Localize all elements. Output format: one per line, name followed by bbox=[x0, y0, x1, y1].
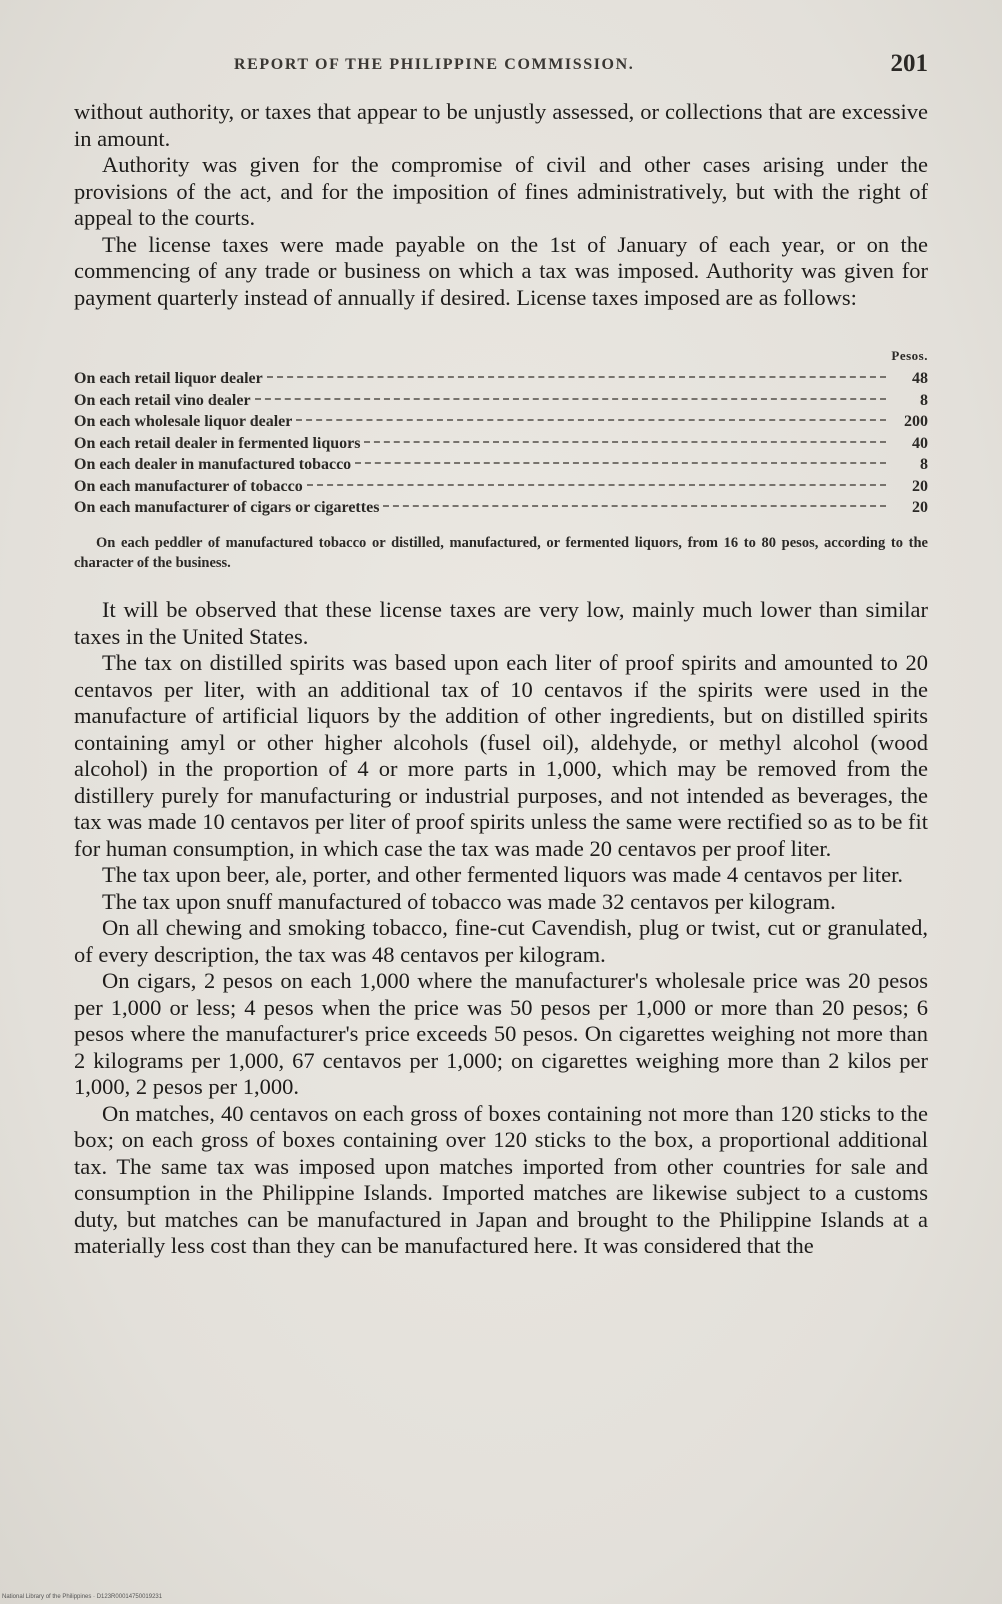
fee-value: 20 bbox=[912, 477, 928, 495]
paragraph: The tax upon snuff manufactured of tobacco was made 32 centavos per kilogram. bbox=[102, 888, 836, 914]
fee-label: On each retail vino dealer bbox=[74, 391, 251, 409]
fee-value: 40 bbox=[912, 434, 928, 452]
dot-leader bbox=[383, 505, 886, 507]
fee-label: On each dealer in manufactured tobacco bbox=[74, 456, 352, 473]
paragraph: without authority, or taxes that appear to be unjustly assessed, or collections that are excessive in amount. bbox=[74, 99, 928, 151]
dot-leader bbox=[296, 419, 886, 421]
fee-value: 48 bbox=[912, 370, 928, 387]
dot-leader bbox=[255, 398, 886, 400]
dot-leader bbox=[307, 484, 886, 486]
paragraph: The tax on distilled spirits was based upon each liter of proof spirits and amounted to 20 centavos per liter, with an additional tax of 10 centavos if the spirits were used in the manufacture of artificial liquors by the addition of other ingredients, but on distilled spirits containing amyl or other higher alcohols (fusel oil), aldehyde, or methyl alcohol (wood alcohol) in the proportion of 4 or more parts in 1,000, which may be removed from the distillery purely for manufacturing or industrial purposes, and not intended as beverages, the tax was made 10 centavos per liter of proof spirits unless the same were rectified so as to be fit for human consumption, in which case the tax was made 20 centavos per proof liter. bbox=[74, 650, 928, 861]
paragraph: The license taxes were made payable on the 1st of January of each year, or on the commencing of any trade or business on which a tax was imposed. Authority was given for payment quarterly instead of annually if desired. License taxes imposed are as follows: bbox=[74, 231, 928, 310]
table-row bbox=[74, 476, 928, 498]
paragraph: The tax upon beer, ale, porter, and other fermented liquors was made 4 centavos per liter. bbox=[102, 862, 904, 887]
table-row bbox=[74, 390, 928, 412]
paragraph: On cigars, 2 pesos on each 1,000 where the manufacturer's wholesale price was 20 pesos per 1,000 or less; 4 pesos when the price was 50 pesos per 1,000 or more than 20 pesos; 6 pesos where the manufacturer's price exceeds 50 pesos. On cigarettes weighing not more than 2 kilograms per 1,000, 67 centavos per 1,000; on cigarettes weighing more than 2 kilos per 1,000, 2 pesos per 1,000. bbox=[74, 968, 928, 1099]
fee-label: On each wholesale liquor dealer bbox=[74, 413, 293, 430]
paragraph: On matches, 40 centavos on each gross of boxes containing not more than 120 sticks to the box; on each gross of boxes containing over 120 sticks to the box, a proportional additional tax. The same tax was imposed upon matches imported from other countries for sale and consumption in the Philippine Islands. Imported matches are likewise subject to a customs duty, but matches can be manufactured in Japan and brought to the Philippine Islands at a materially less cost than they can be manufactured here. It was considered that the bbox=[74, 1100, 928, 1258]
fee-label: On each retail liquor dealer bbox=[74, 370, 263, 387]
paragraph: On all chewing and smoking tobacco, fine-cut Cavendish, plug or twist, cut or granulated, of every description, the tax was 48 centavos per kilogram. bbox=[74, 915, 928, 967]
unit-header: Pesos. bbox=[891, 348, 928, 363]
paragraph: Authority was given for the compromise of civil and other cases arising under the provisions of the act, and for the imposition of fines administratively, but with the right of appeal to the courts. bbox=[74, 152, 928, 230]
fee-value: 200 bbox=[904, 413, 928, 430]
table-row bbox=[74, 497, 928, 519]
fee-value: 8 bbox=[920, 456, 928, 473]
table-note: On each peddler of manufactured tobacco or distilled, manufactured, or fermented liquors, from 16 to 80 pesos, according to the character of the business. bbox=[74, 534, 928, 571]
dot-leader bbox=[355, 462, 886, 464]
fee-label: On each manufacturer of cigars or cigarettes bbox=[74, 499, 380, 516]
dot-leader bbox=[364, 441, 886, 443]
table-row bbox=[74, 454, 928, 476]
table-row bbox=[74, 433, 928, 455]
text-block-bottom bbox=[74, 597, 928, 1260]
fee-value: 8 bbox=[920, 391, 928, 409]
text-block-top bbox=[74, 99, 928, 311]
fee-value: 20 bbox=[912, 499, 928, 516]
table-row bbox=[74, 411, 928, 433]
fee-label: On each retail dealer in fermented liquors bbox=[74, 434, 361, 452]
license-tax-table bbox=[74, 348, 928, 573]
page-header bbox=[74, 50, 928, 84]
fee-label: On each manufacturer of tobacco bbox=[74, 477, 303, 495]
paragraph: It will be observed that these license taxes are very low, mainly much lower than similar taxes in the United States. bbox=[74, 597, 928, 649]
archive-stamp: National Library of the Philippines · D123R00014750019231 bbox=[2, 1594, 163, 1600]
table-row bbox=[74, 368, 928, 390]
page-number: 201 bbox=[890, 50, 928, 77]
running-head: REPORT OF THE PHILIPPINE COMMISSION. bbox=[234, 56, 635, 73]
dot-leader bbox=[267, 376, 886, 378]
